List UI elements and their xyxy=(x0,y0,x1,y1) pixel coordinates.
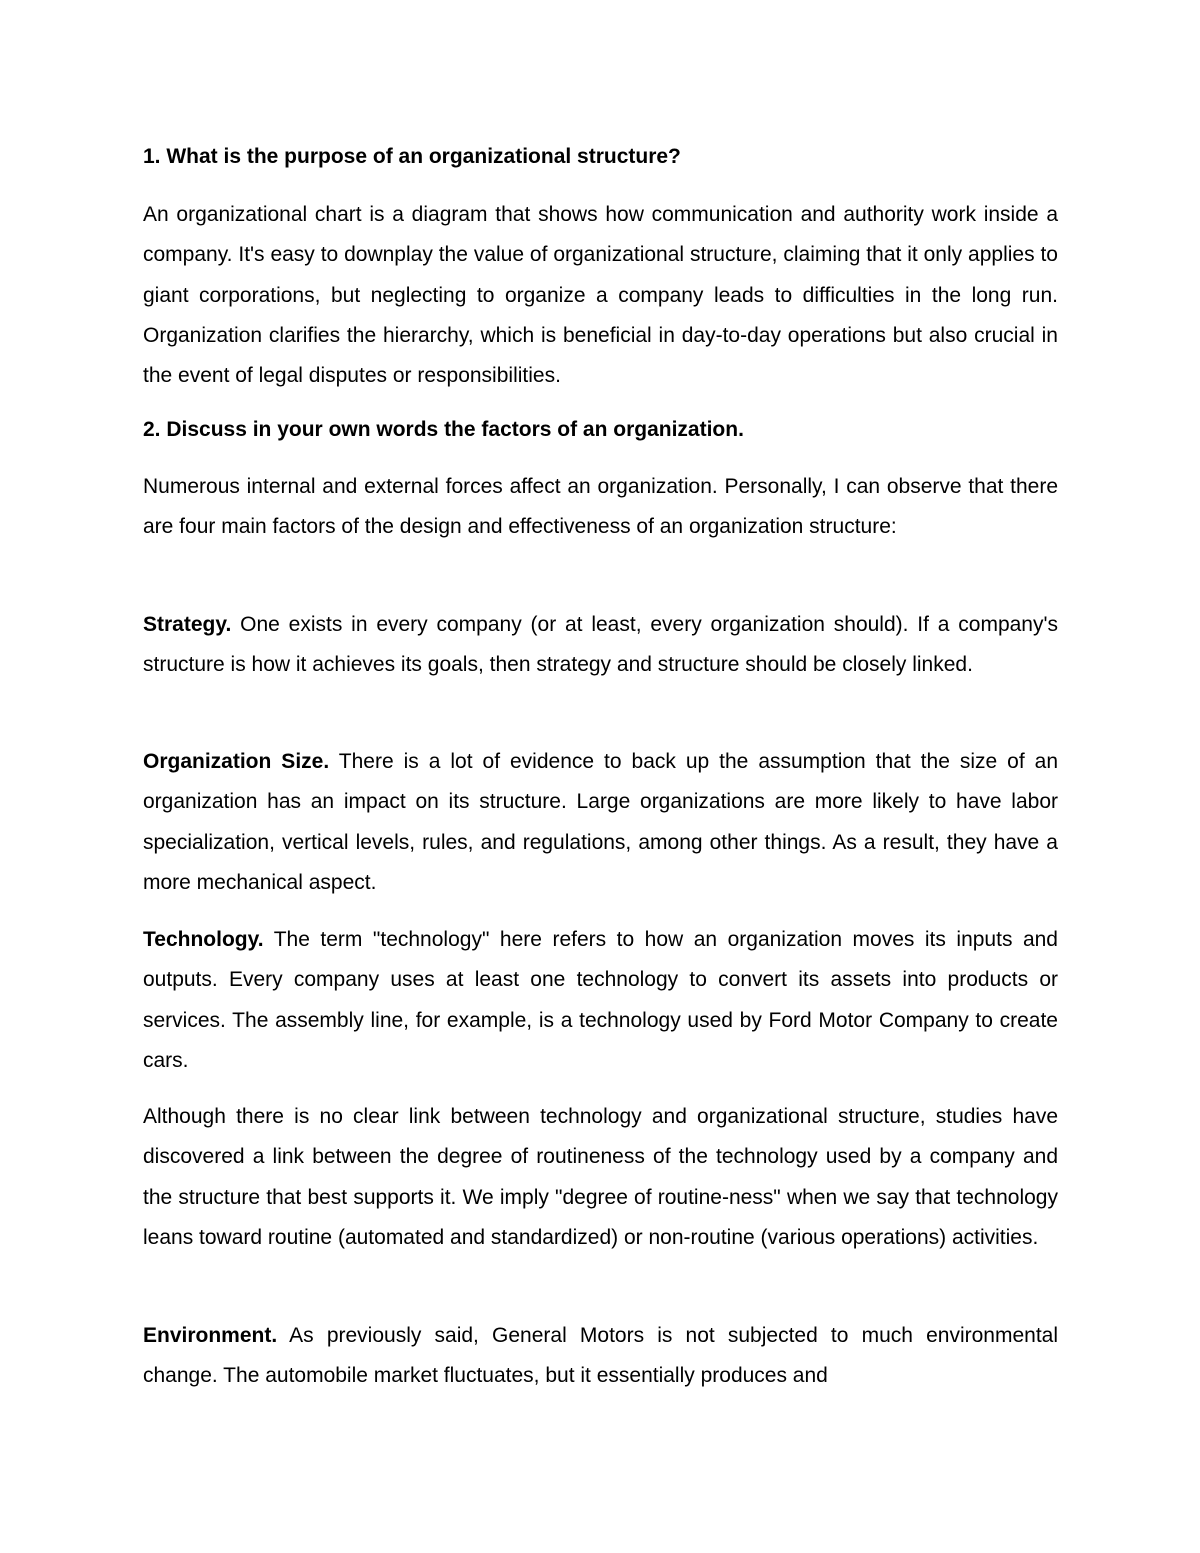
strategy-label: Strategy. xyxy=(143,613,232,636)
strategy-text: One exists in every company (or at least, every organization should). If a company's structure is how it achieves its goals, then strategy and structure should be closely linked. xyxy=(143,613,1058,677)
organization-size-text: There is a lot of evidence to back up the assumption that the size of an organization has an impact on its structure. Large organizations are more likely to have labor specialization, vertical levels, rules, and regulations, among other things. As a result, they have a more mechanical aspect. xyxy=(143,750,1058,894)
question-2-heading: 2. Discuss in your own words the factors of an organization. xyxy=(143,418,744,441)
environment-paragraph xyxy=(143,1316,1058,1397)
technology-label: Technology. xyxy=(143,928,264,951)
environment-text: As previously said, General Motors is not subjected to much environmental change. The automobile market fluctuates, but it essentially produces and xyxy=(143,1324,1058,1388)
organization-size-paragraph xyxy=(143,742,1058,903)
answer-1-paragraph: An organizational chart is a diagram that shows how communication and authority work inside a company. It's easy to downplay the value of organizational structure, claiming that it only applies to giant corporations, but neglecting to organize a company leads to difficulties in the long run. Organization clarifies the hierarchy, which is beneficial in day-to-day operations but also crucial in the event of legal disputes or responsibilities. xyxy=(143,203,1058,388)
factors-intro-paragraph: Numerous internal and external forces affect an organization. Personally, I can observe that there are four main factors of the design and effectiveness of an organization structure: xyxy=(143,475,1058,539)
technology-routineness-paragraph: Although there is no clear link between technology and organizational structure, studies have discovered a link between the degree of routineness of the technology used by a company and the structure that best supports it. We imply "degree of routine-ness" when we say that technology leans toward routine (automated and standardized) or non-routine (various operations) activities. xyxy=(143,1105,1058,1249)
environment-label: Environment. xyxy=(143,1324,278,1347)
organization-size-label: Organization Size. xyxy=(143,750,330,773)
strategy-paragraph xyxy=(143,605,1058,686)
technology-text: The term "technology" here refers to how an organization moves its inputs and outputs. Every company uses at least one technology to convert its assets into products or services. The assembly line, for example, is a technology used by Ford Motor Company to create cars. xyxy=(143,928,1058,1072)
question-1-heading: 1. What is the purpose of an organizational structure? xyxy=(143,145,681,168)
technology-paragraph xyxy=(143,920,1058,1081)
